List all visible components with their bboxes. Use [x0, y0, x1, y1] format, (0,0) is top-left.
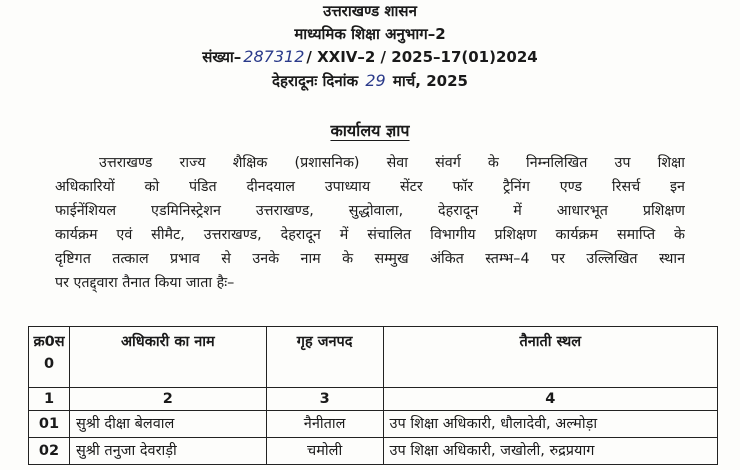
- date-suffix: मार्च, 2025: [392, 72, 468, 90]
- column-number: 4: [383, 388, 717, 411]
- body-line: अधिकारियों को पंडित दीनदयाल उपाध्याय सेंटर फॉर ट्रैनिंग एण्ड रिसर्च इन: [55, 179, 685, 195]
- serial-cell: 02: [29, 438, 70, 465]
- district-cell: नैनीताल: [266, 411, 383, 438]
- reference-handwritten: 287312: [243, 47, 305, 66]
- date-handwritten: 29: [365, 71, 386, 90]
- body-line: पर एतद्द्वारा तैनात किया जाता हैः–: [55, 275, 235, 291]
- table-row: [29, 411, 718, 438]
- body-paragraph: [55, 151, 685, 295]
- table-row: [29, 438, 718, 465]
- section-heading: माध्यमिक शिक्षा अनुभाग–2: [294, 25, 446, 43]
- column-number-row: [29, 388, 718, 411]
- reference-suffix: / XXIV–2 / 2025–17(01)2024: [306, 48, 538, 66]
- title-text: कार्यालय ज्ञाप: [330, 121, 410, 140]
- serial-cell: 01: [29, 411, 70, 438]
- header-posting-place: तैनाती स्थल: [383, 327, 717, 388]
- body-line: कार्यक्रम एवं सीमैट, उत्तराखण्ड, देहरादून में संचालित विभागीय प्रशिक्षण कार्यक्रम समाप्ति के: [55, 227, 685, 243]
- header-serial: क्र0स 0: [29, 327, 70, 388]
- posting-table: [28, 326, 718, 465]
- officer-name-cell: सुश्री दीक्षा बेलवाल: [69, 411, 266, 438]
- date-prefix: देहरादूनः दिनांक: [272, 72, 359, 90]
- table-header-row: [29, 327, 718, 388]
- document-title: [0, 119, 740, 141]
- column-number: 2: [69, 388, 266, 411]
- body-line: फाईनेंशियल एडमिनिस्ट्रेशन उत्तराखण्ड, सुद्धोवाला, देहरादून में आधारभूत प्रशिक्षण: [55, 203, 685, 219]
- column-number: 3: [266, 388, 383, 411]
- header-officer-name: अधिकारी का नाम: [69, 327, 266, 388]
- reference-number: [0, 47, 740, 67]
- district-cell: चमोली: [266, 438, 383, 465]
- govt-heading: उत्तराखण्ड शासन: [323, 2, 417, 20]
- date-line: [0, 71, 740, 91]
- header-home-district: गृह जनपद: [266, 327, 383, 388]
- reference-prefix: संख्या–: [202, 48, 242, 66]
- body-line: दृष्टिगत तत्काल प्रभाव से उनके नाम के सम्मुख अंकित स्तम्भ–4 पर उल्लिखित स्थान: [55, 251, 685, 267]
- officer-name-cell: सुश्री तनुजा देवराड़ी: [69, 438, 266, 465]
- column-number: 1: [29, 388, 70, 411]
- posting-cell: उप शिक्षा अधिकारी, धौलादेवी, अल्मोड़ा: [383, 411, 717, 438]
- posting-cell: उप शिक्षा अधिकारी, जखोली, रुद्रप्रयाग: [383, 438, 717, 465]
- body-line: उत्तराखण्ड राज्य शैक्षिक (प्रशासनिक) सेवा संवर्ग के निम्नलिखित उप शिक्षा: [99, 155, 685, 171]
